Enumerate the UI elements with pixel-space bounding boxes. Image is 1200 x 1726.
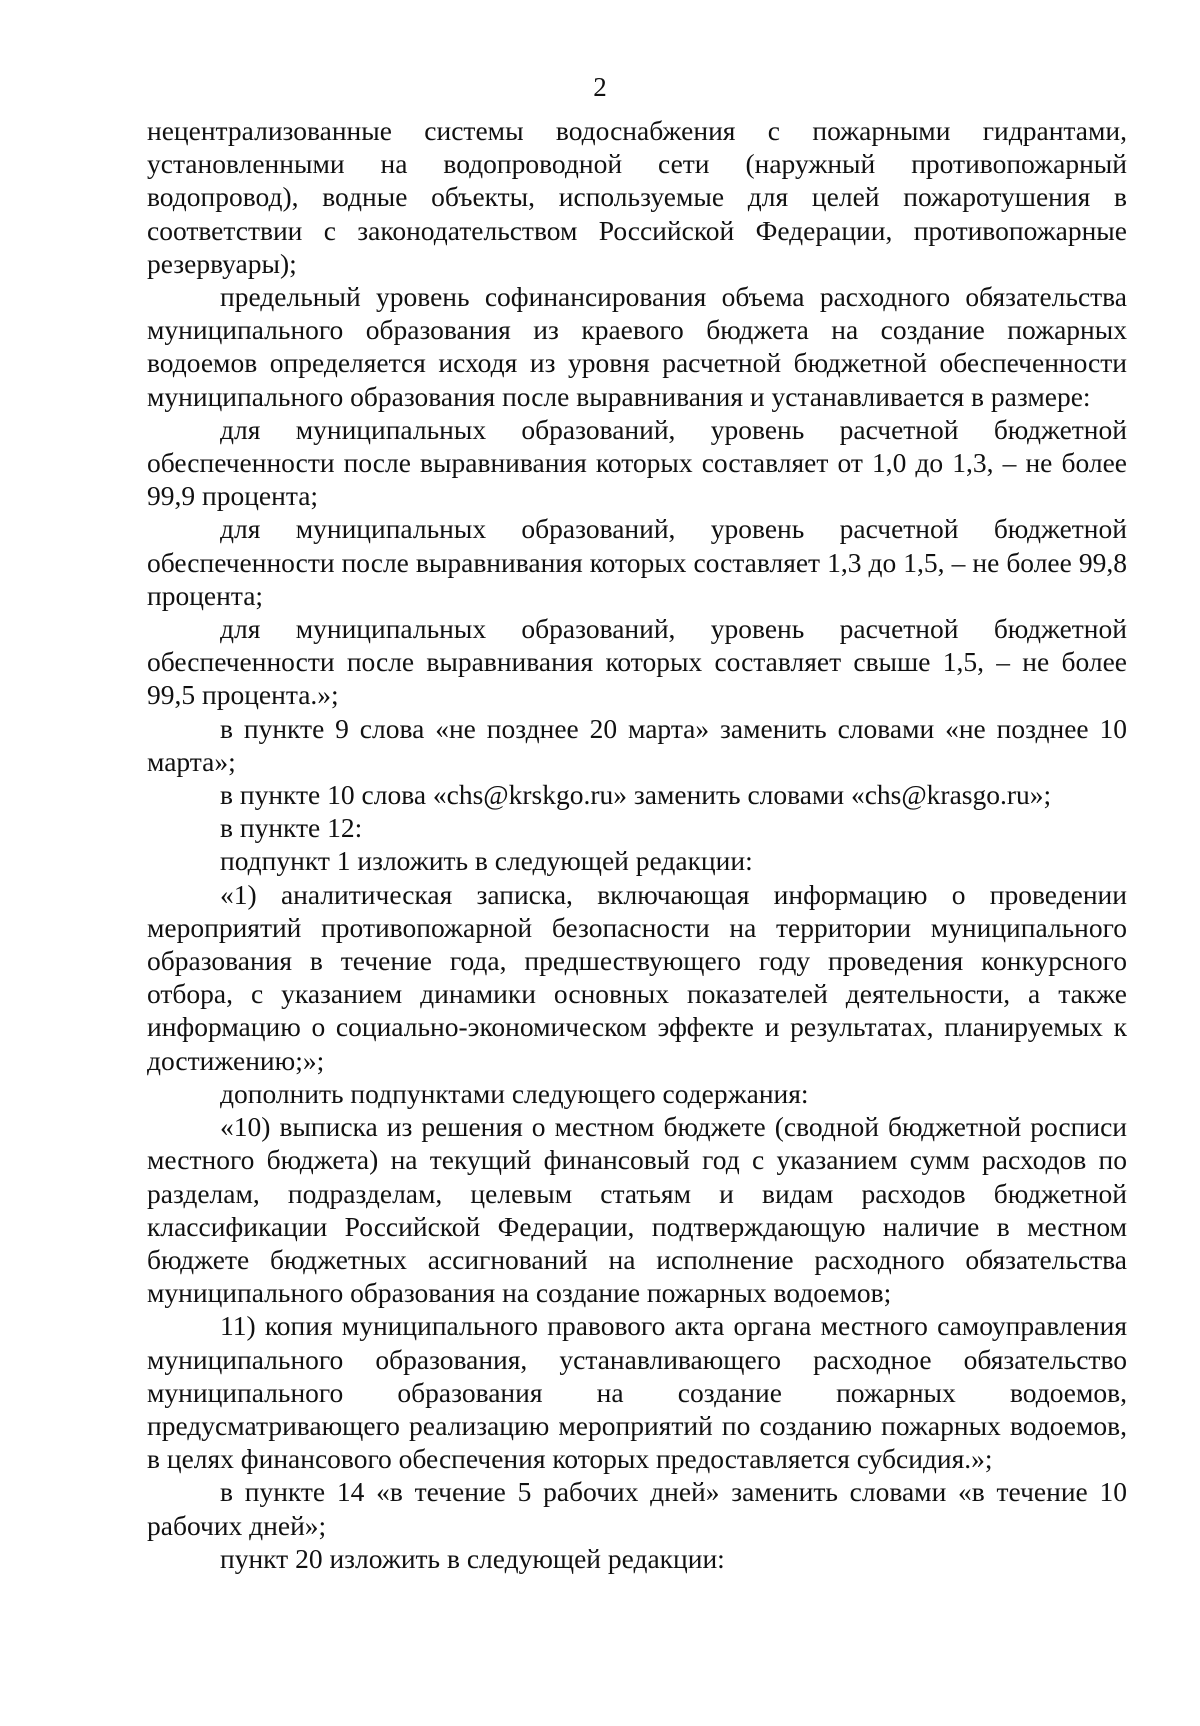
paragraph-subpoint-10: «10) выписка из решения о местном бюджете (сводной бюджетной росписи местного бюджета) на текущий финансовый год с указанием сумм расходов по разделам, подразделам, целевым статьям и видам расходов бюджетной классификации Российской Федерации, подтверждающую наличие в местном бюджете бюджетных ассигнований на исполнение расходного обязательства муниципального образования на создание пожарных водоемов;: [147, 1111, 1127, 1309]
paragraph-point-10: в пункте 10 слова «chs@krskgo.ru» заменить словами «chs@krasgo.ru»;: [220, 779, 1052, 811]
paragraph-point-12: в пункте 12:: [220, 812, 363, 844]
paragraph-point-20: пункт 20 изложить в следующей редакции:: [220, 1542, 725, 1574]
paragraph-point-9: в пункте 9 слова «не позднее 20 марта» заменить словами «не позднее 10 марта»;: [147, 712, 1127, 777]
paragraph-level-1-3-to-1-5: для муниципальных образований, уровень расчетной бюджетной обеспеченности после выравнивания которых составляет 1,3 до 1,5, – не более 99,8 процента;: [147, 513, 1127, 611]
paragraph-subpoint-1-intro: подпункт 1 изложить в следующей редакции:: [220, 845, 753, 877]
paragraph-level-1-0-to-1-3: для муниципальных образований, уровень расчетной бюджетной обеспеченности после выравнивания которых составляет от 1,0 до 1,3, – не более 99,9 процента;: [147, 413, 1127, 512]
page-number: 2: [593, 72, 607, 102]
paragraph-point-14: в пункте 14 «в течение 5 рабочих дней» заменить словами «в течение 10 рабочих дней»;: [147, 1476, 1127, 1541]
paragraph-subpoint-1-text: «1) аналитическая записка, включающая информацию о проведении мероприятий противопожарной безопасности на территории муниципального образования в течение года, предшествующего году проведения конкурсного отбора, с указанием динамики основных показателей деятельности, а также информацию о социально-экономическом эффекте и результатах, планируемых к достижению;»;: [147, 878, 1127, 1076]
paragraph-cofinancing-level: предельный уровень софинансирования объема расходного обязательства муниципального образования из краевого бюджета на создание пожарных водоемов определяется исходя из уровня расчетной бюджетной обеспеченности муниципального образования после выравнивания и устанавливается в размере:: [147, 281, 1127, 412]
paragraph-add-subpoints: дополнить подпунктами следующего содержания:: [220, 1077, 809, 1109]
document-body: [147, 114, 1127, 1575]
paragraph-water-sources: нецентрализованные системы водоснабжения с пожарными гидрантами, установленными на водопроводной сети (наружный противопожарный водопровод), водные объекты, используемые для целей пожаротушения в соответствии с законодательством Российской Федерации, противопожарные резервуары);: [147, 115, 1127, 279]
paragraph-subpoint-11: 11) копия муниципального правового акта органа местного самоуправления муниципального образования, устанавливающего расходное обязательство муниципального образования на создание пожарных водоемов, предусматривающего реализацию мероприятий по созданию пожарных водоемов, в целях финансового обеспечения которых предоставляется субсидия.»;: [147, 1310, 1127, 1475]
paragraph-level-above-1-5: для муниципальных образований, уровень расчетной бюджетной обеспеченности после выравнивания которых составляет свыше 1,5, – не более 99,5 процента.»;: [147, 613, 1127, 711]
